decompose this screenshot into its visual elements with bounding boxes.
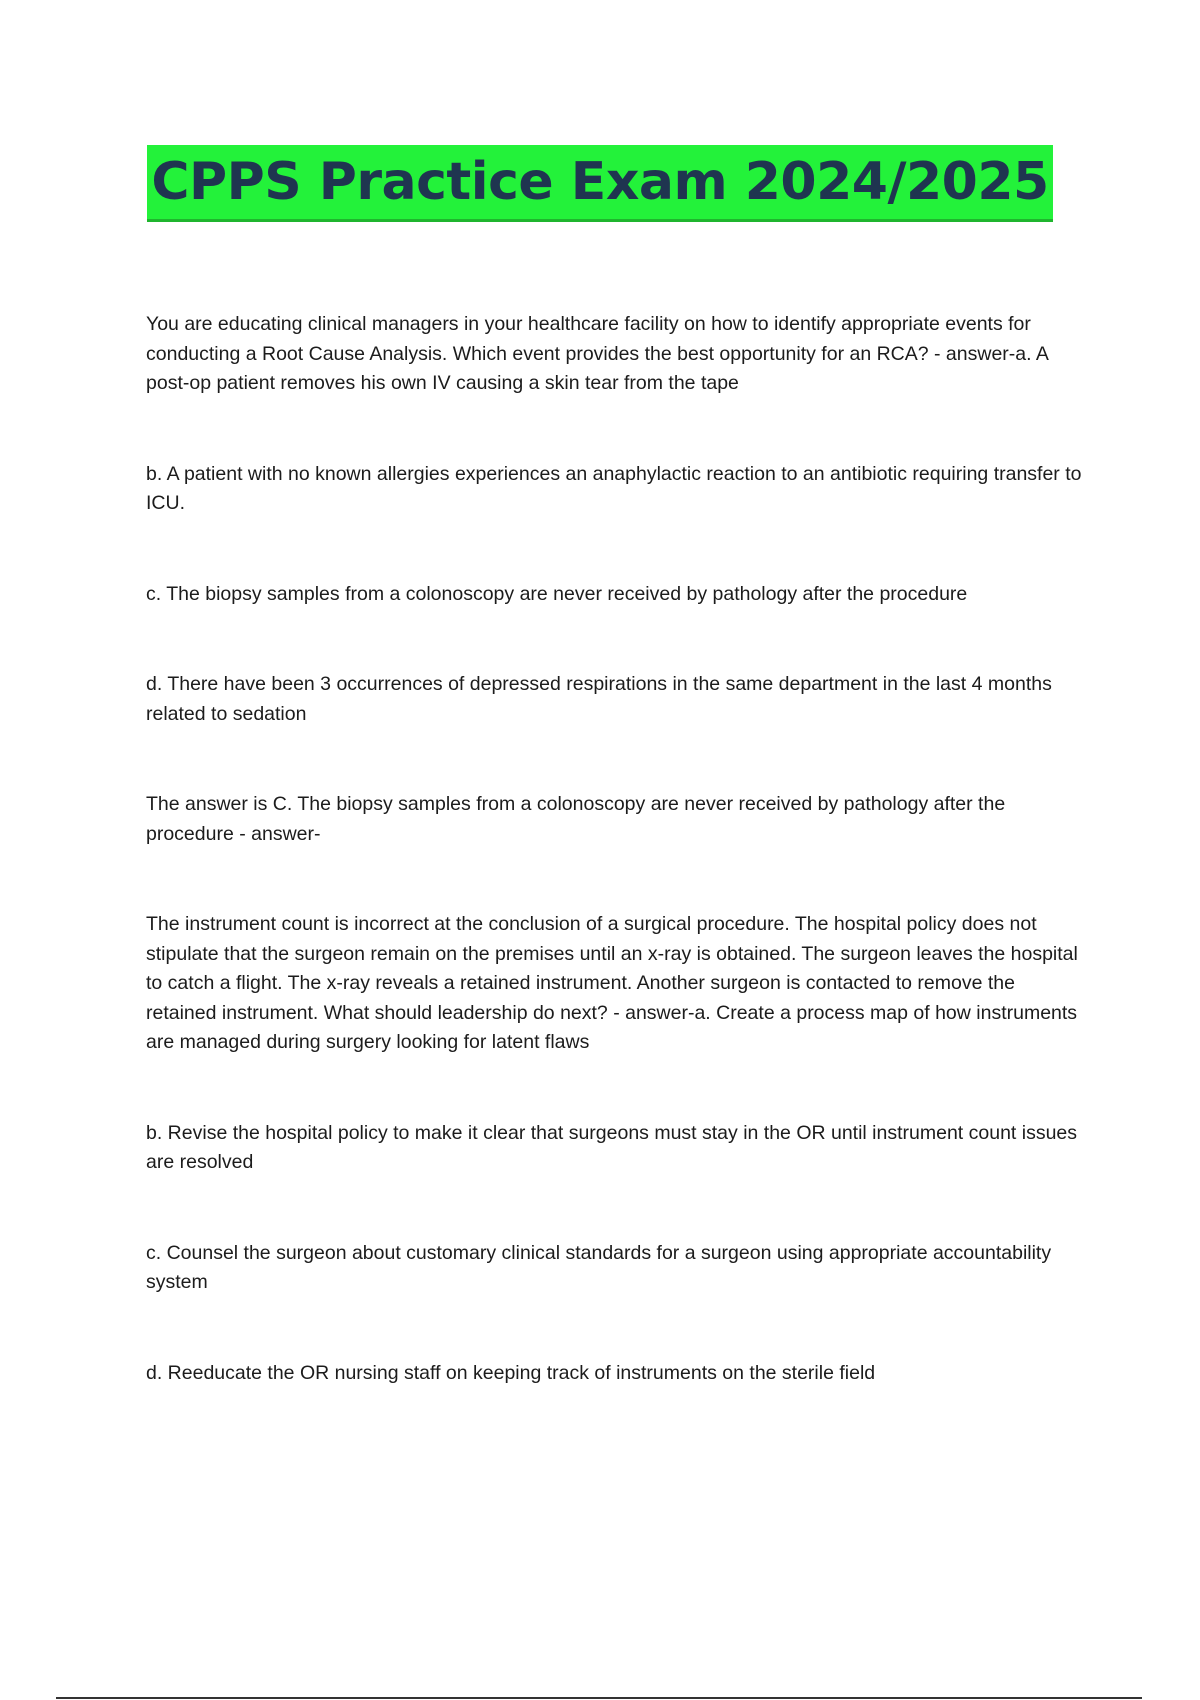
question-2-option-b: b. Revise the hospital policy to make it clear that surgeons must stay in the OR until instrument count issues are resolved bbox=[146, 1121, 1078, 1173]
question-1-option-b: b. A patient with no known allergies experiences an anaphylactic reaction to an antibiotic requiring transfer to ICU. bbox=[146, 462, 1082, 514]
question-1-answer: The answer is C. The biopsy samples from a colonoscopy are never received by pathology after the procedure - answer- bbox=[146, 793, 1006, 845]
question-2-prompt: The instrument count is incorrect at the conclusion of a surgical procedure. The hospital policy does not stipulate that the surgeon remain on the premises until an x-ray is obtained. The surgeon leaves the hospital to catch a flight. The x-ray reveals a retained instrument. Another surgeon is contacted to remove the retained instrument. What should leadership do next? - answer-a. Create a process map of how instruments are managed during surgery looking for latent flaws bbox=[146, 913, 1078, 1053]
question-1-option-d: d. There have been 3 occurrences of depressed respirations in the same department in the last 4 months related to sedation bbox=[146, 673, 1052, 725]
title-container bbox=[0, 145, 1200, 222]
footer-divider bbox=[56, 1697, 1142, 1699]
page-title: CPPS Practice Exam 2024/2025 bbox=[147, 145, 1052, 222]
document-body bbox=[146, 310, 1086, 1388]
question-1-option-c: c. The biopsy samples from a colonoscopy are never received by pathology after the procedure bbox=[146, 582, 968, 605]
question-2-option-d: d. Reeducate the OR nursing staff on keeping track of instruments on the sterile field bbox=[146, 1361, 876, 1384]
question-1-prompt: You are educating clinical managers in your healthcare facility on how to identify appropriate events for conducting a Root Cause Analysis. Which event provides the best opportunity for an RCA? - answer-a. A post-op patient removes his own IV causing a skin tear from the tape bbox=[146, 313, 1048, 394]
question-2-option-c: c. Counsel the surgeon about customary clinical standards for a surgeon using appropriate accountability system bbox=[146, 1241, 1052, 1293]
